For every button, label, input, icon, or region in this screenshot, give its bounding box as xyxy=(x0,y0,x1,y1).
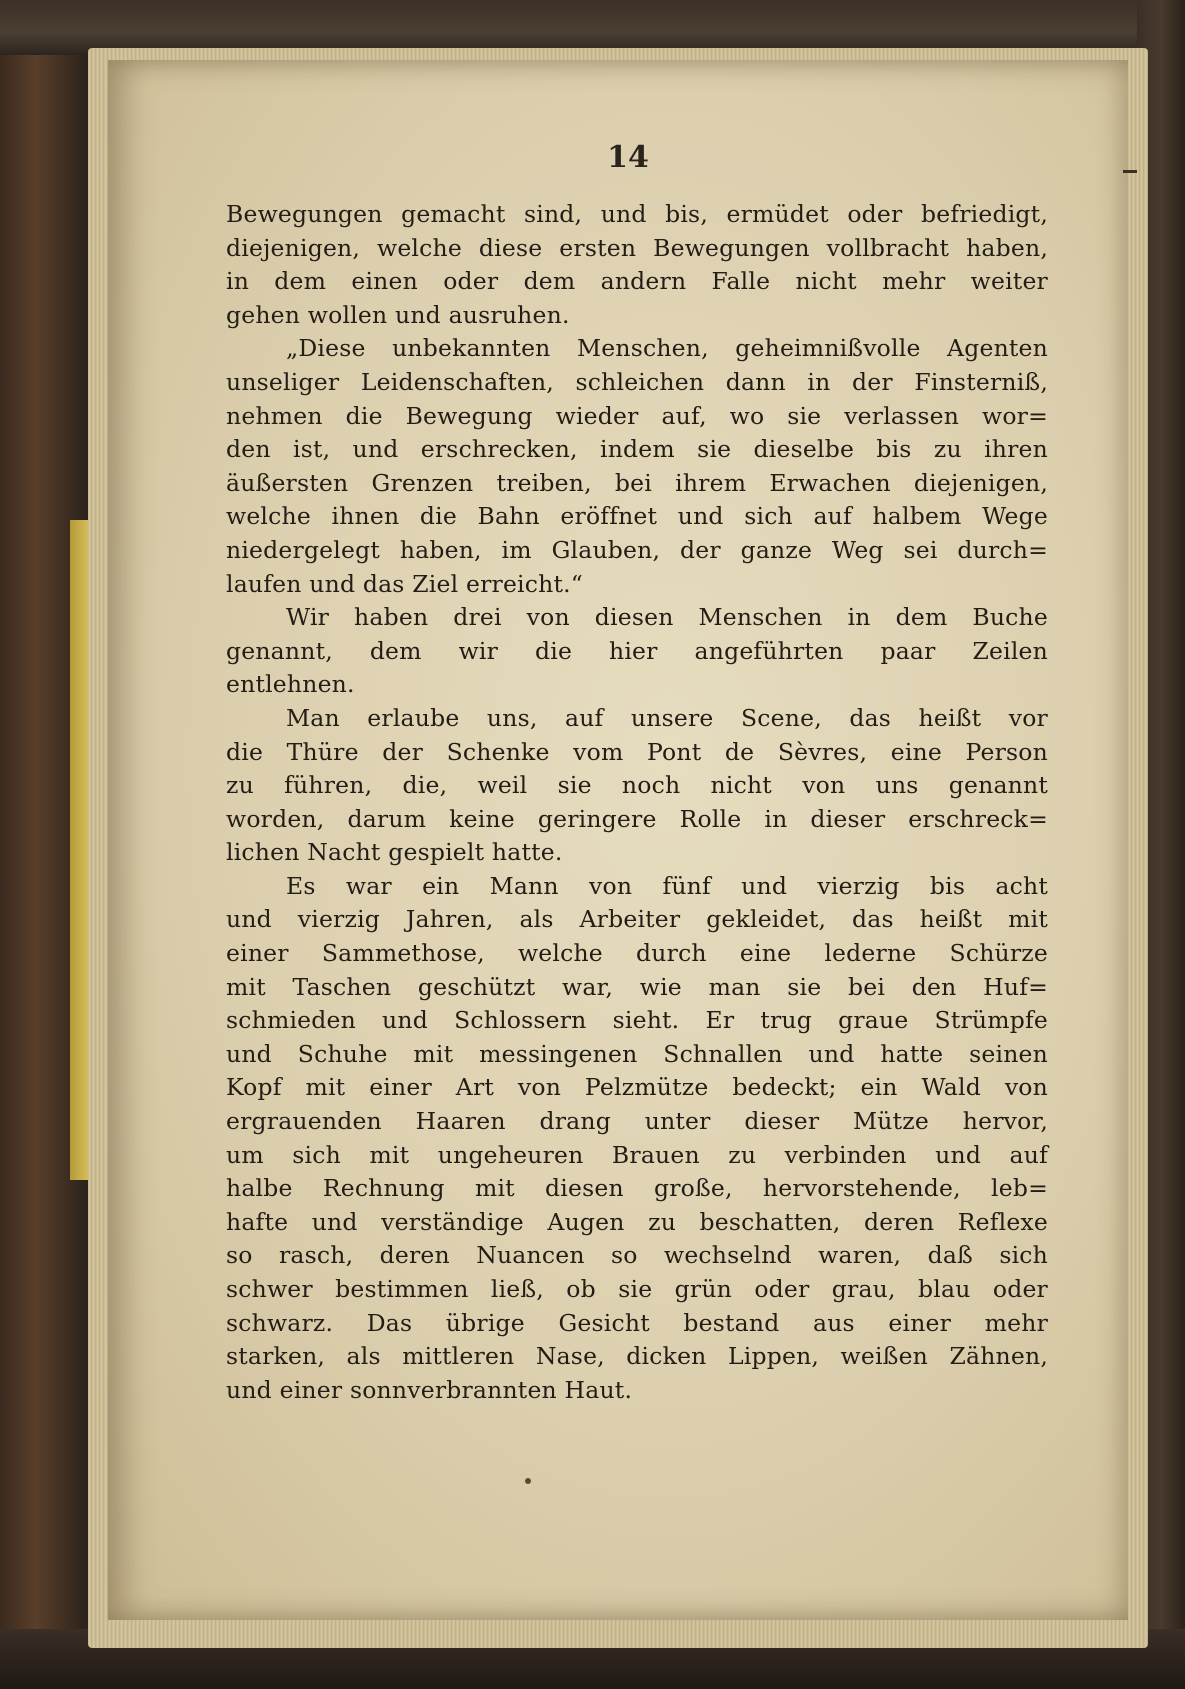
text-line: nehmen die Bewegung wieder auf, wo sie verlassen wor= xyxy=(226,401,1048,430)
text-line: und Schuhe mit messingenen Schnallen und hatte seinen xyxy=(226,1039,1048,1068)
text-line: mit Taschen geschützt war, wie man sie bei den Huf= xyxy=(226,972,1048,1001)
text-line: diejenigen, welche diese ersten Bewegungen vollbracht haben, xyxy=(226,233,1048,262)
text-line: halbe Rechnung mit diesen große, hervorstehende, leb= xyxy=(226,1174,1048,1203)
text-line: worden, darum keine geringere Rolle in dieser erschreck= xyxy=(226,804,1048,833)
endpaper-edge xyxy=(70,520,90,1180)
text-line: „Diese unbekannten Menschen, geheimnißvolle Agenten xyxy=(286,334,1048,363)
book-page xyxy=(108,60,1128,1620)
text-line: schmieden und Schlossern sieht. Er trug graue Strümpfe xyxy=(226,1006,1048,1035)
page-number: 14 xyxy=(607,140,649,175)
text-line: genannt, dem wir die hier angeführten paar Zeilen xyxy=(226,636,1048,665)
text-line: Es war ein Mann von fünf und vierzig bis acht xyxy=(286,871,1048,900)
text-line: niedergelegt haben, im Glauben, der ganze Weg sei durch= xyxy=(226,535,1048,564)
text-line: starken, als mittleren Nase, dicken Lippen, weißen Zähnen, xyxy=(226,1342,1048,1371)
text-line: laufen und das Ziel erreicht.“ xyxy=(226,569,583,598)
text-line: entlehnen. xyxy=(226,670,355,699)
text-line: Wir haben drei von diesen Menschen in dem Buche xyxy=(286,603,1048,632)
text-line: äußersten Grenzen treiben, bei ihrem Erwachen diejenigen, xyxy=(226,468,1048,497)
text-line: schwer bestimmen ließ, ob sie grün oder grau, blau oder xyxy=(226,1275,1048,1303)
text-line: zu führen, die, weil sie noch nicht von uns genannt xyxy=(226,771,1048,800)
text-line: schwarz. Das übrige Gesicht bestand aus einer mehr xyxy=(226,1308,1048,1337)
text-line: und einer sonnverbrannten Haut. xyxy=(226,1375,633,1404)
text-line: welche ihnen die Bahn eröffnet und sich auf halbem Wege xyxy=(226,502,1048,531)
text-line: die Thüre der Schenke vom Pont de Sèvres, eine Person xyxy=(226,737,1048,766)
text-line: und vierzig Jahren, als Arbeiter gekleidet, das heißt mit xyxy=(226,905,1048,934)
text-line: lichen Nacht gespielt hatte. xyxy=(226,838,563,867)
text-line: ergrauenden Haaren drang unter dieser Mütze hervor, xyxy=(226,1107,1048,1136)
text-line: unseliger Leidenschaften, schleichen dann in der Finsterniß, xyxy=(226,367,1048,396)
text-line: Bewegungen gemacht sind, und bis, ermüdet oder befriedigt, xyxy=(226,200,1048,228)
text-line: so rasch, deren Nuancen so wechselnd waren, daß sich xyxy=(226,1241,1048,1270)
page-text xyxy=(226,198,1048,1407)
text-line: den ist, und erschrecken, indem sie dieselbe bis zu ihren xyxy=(226,435,1048,464)
text-line: gehen wollen und ausruhen. xyxy=(226,300,570,329)
text-line: in dem einen oder dem andern Falle nicht mehr weiter xyxy=(226,267,1048,296)
text-line: einer Sammethose, welche durch eine lederne Schürze xyxy=(226,939,1048,968)
margin-mark xyxy=(1123,170,1137,173)
page-dot-mark xyxy=(525,1478,531,1484)
text-line: Kopf mit einer Art von Pelzmütze bedeckt; ein Wald von xyxy=(226,1073,1048,1102)
cover-top-edge xyxy=(0,0,1185,55)
text-line: um sich mit ungeheuren Brauen zu verbinden und auf xyxy=(226,1140,1048,1169)
text-line: Man erlaube uns, auf unsere Scene, das heißt vor xyxy=(286,703,1048,732)
text-line: hafte und verständige Augen zu beschatten, deren Reflexe xyxy=(226,1207,1048,1236)
